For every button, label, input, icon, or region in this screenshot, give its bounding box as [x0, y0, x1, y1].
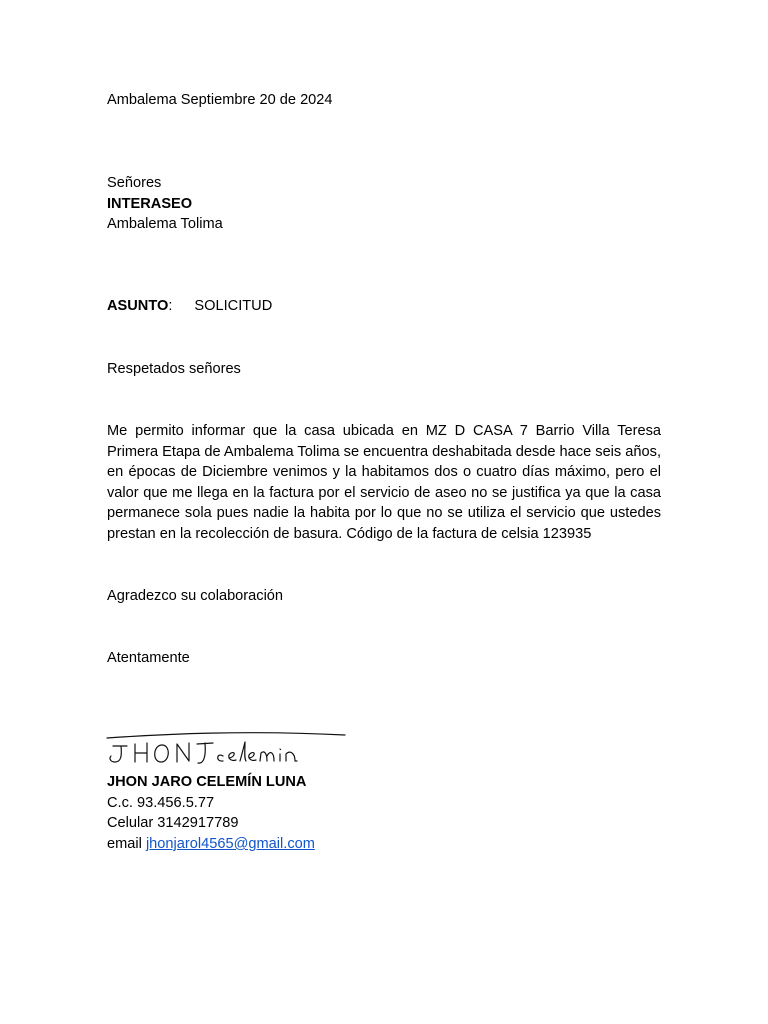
signature-top-stroke — [107, 733, 345, 738]
email-link[interactable]: jhonjarol4565@gmail.com — [145, 836, 315, 852]
handwritten-signature — [105, 726, 350, 774]
sender-email-line — [107, 834, 315, 854]
letter-body: Me permito informar que la casa ubicada en MZ D CASA 7 Barrio Villa Teresa Primera Etapa de Ambalema Tolima se encuentra deshabitada desde hace seis años, en épocas de Diciembre venimos y la habitamos dos o cuatro días máximo, pero el valor que me llega en la factura por el servicio de aseo no se justifica ya que la casa permanece sola pues nadie la habita por lo que no se utiliza el servicio que ustedes prestan en la recolección de basura. Código de la factura de celsia 123935 — [107, 423, 661, 542]
email-label: email — [107, 836, 146, 852]
subject-value: SOLICITUD — [194, 298, 273, 314]
sender-id: C.c. 93.456.5.77 — [107, 795, 215, 811]
closing-line: Atentamente — [107, 650, 190, 666]
subject-line — [107, 296, 272, 316]
recipient-location: Ambalema Tolima — [107, 216, 223, 232]
recipient-company: INTERASEO — [107, 196, 193, 212]
subject-colon: : — [168, 298, 173, 314]
sender-phone: Celular 3142917789 — [107, 815, 239, 831]
thanks-line: Agradezco su colaboración — [107, 588, 284, 604]
greeting: Respetados señores — [107, 361, 241, 377]
place-date: Ambalema Septiembre 20 de 2024 — [107, 92, 333, 108]
recipient-salutation: Señores — [107, 175, 162, 191]
subject-label: ASUNTO — [107, 298, 169, 314]
sender-name: JHON JARO CELEMÍN LUNA — [107, 774, 307, 790]
